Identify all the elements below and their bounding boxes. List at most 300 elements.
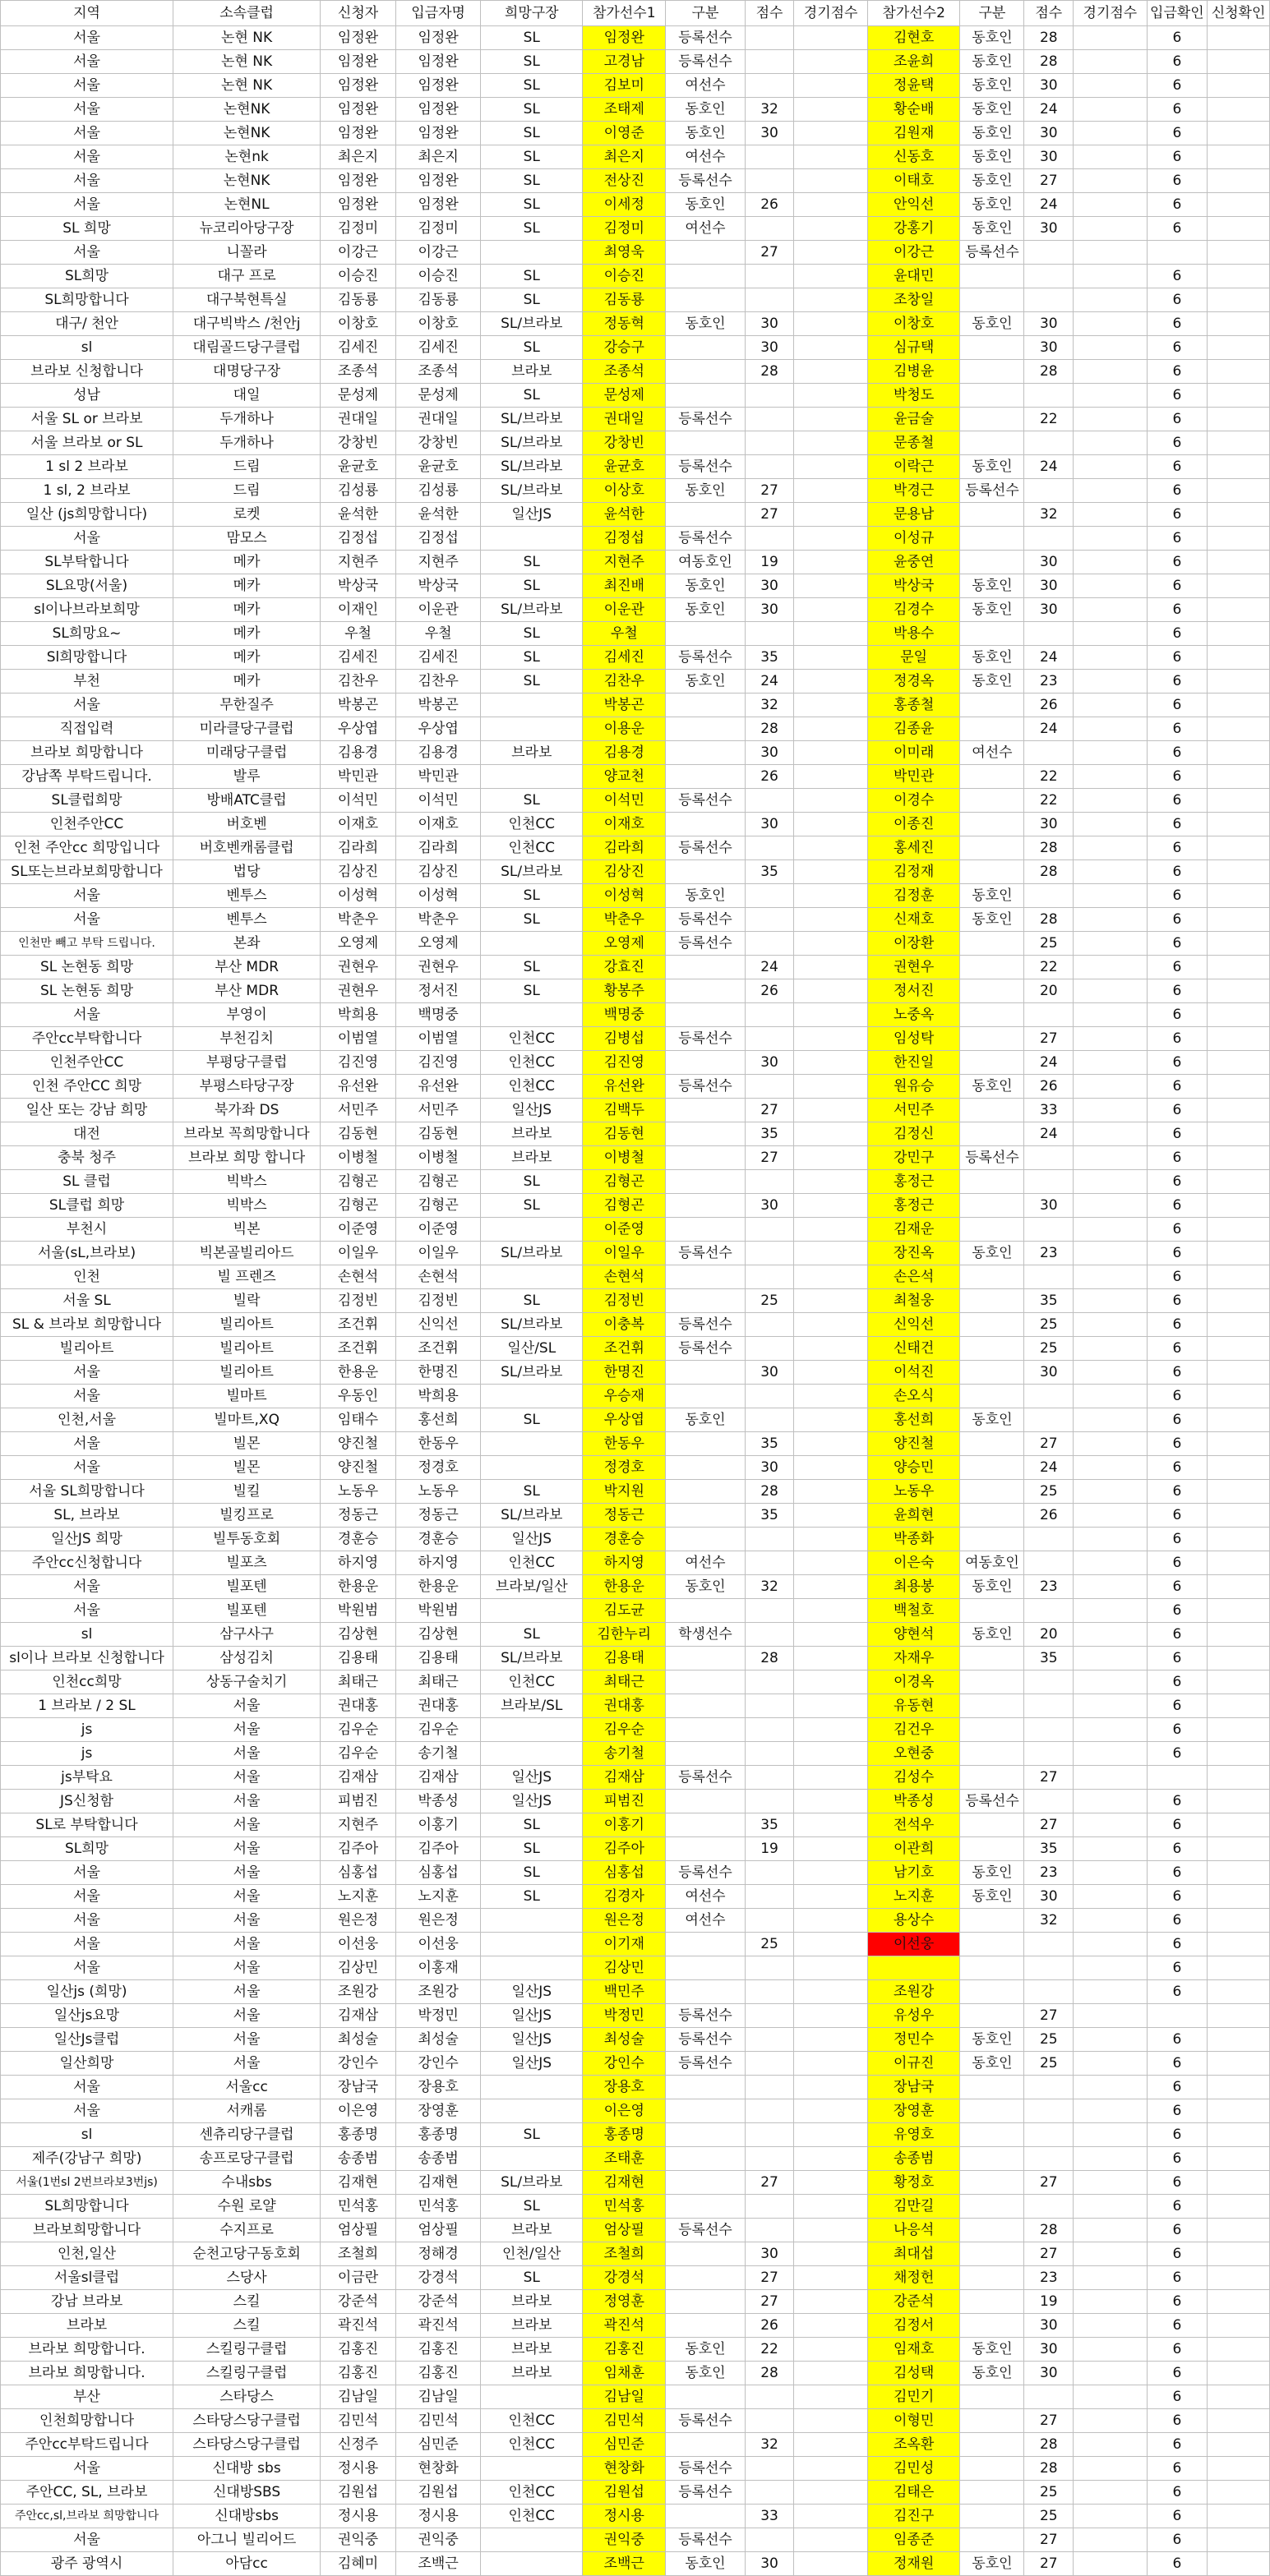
cell-applicant[interactable]: 김정미: [321, 217, 396, 241]
cell-type1[interactable]: 동호인: [666, 884, 745, 908]
cell-club[interactable]: 뉴코리아당구장: [173, 217, 321, 241]
cell-player1[interactable]: 이홍기: [583, 1813, 666, 1837]
cell-type1[interactable]: [666, 2385, 745, 2409]
cell-game-score2[interactable]: [1074, 2314, 1148, 2338]
cell-applicant[interactable]: 이재호: [321, 813, 396, 836]
col-player2[interactable]: 참가선수2: [867, 1, 959, 26]
cell-payment-check[interactable]: 6: [1147, 312, 1207, 336]
cell-region[interactable]: 브라보: [1, 2314, 173, 2338]
cell-applicant[interactable]: 엄상필: [321, 2219, 396, 2242]
cell-payment-check[interactable]: 6: [1147, 2457, 1207, 2481]
cell-game-score2[interactable]: [1074, 408, 1148, 431]
cell-payment-check[interactable]: 6: [1147, 1742, 1207, 1766]
cell-venue[interactable]: 일산JS: [481, 503, 583, 527]
cell-score2[interactable]: 22: [1024, 408, 1074, 431]
cell-game-score2[interactable]: [1074, 2362, 1148, 2385]
cell-score1[interactable]: [745, 431, 794, 455]
cell-venue[interactable]: 인천CC: [481, 1027, 583, 1051]
cell-club[interactable]: 논현NK: [173, 98, 321, 122]
cell-player1[interactable]: 정동혁: [583, 312, 666, 336]
cell-region[interactable]: 서울: [1, 122, 173, 145]
cell-applicant[interactable]: 권대홍: [321, 1694, 396, 1718]
cell-player1[interactable]: 강효진: [583, 956, 666, 979]
cell-region[interactable]: 인천주안CC: [1, 813, 173, 836]
cell-player1[interactable]: 권대일: [583, 408, 666, 431]
cell-score1[interactable]: [745, 50, 794, 74]
cell-payment-check[interactable]: 6: [1147, 26, 1207, 50]
cell-club[interactable]: 부천김치: [173, 1027, 321, 1051]
cell-application-check[interactable]: [1208, 1718, 1270, 1742]
cell-venue[interactable]: [481, 2076, 583, 2099]
cell-game-score1[interactable]: [794, 2266, 868, 2290]
cell-depositor[interactable]: 경훈승: [395, 1528, 480, 1551]
cell-venue[interactable]: SL: [481, 1194, 583, 1218]
cell-score1[interactable]: 28: [745, 1480, 794, 1504]
cell-player2[interactable]: 김종윤: [867, 717, 959, 741]
cell-region[interactable]: 주안cc부탁드립니다: [1, 2433, 173, 2457]
cell-game-score1[interactable]: [794, 2457, 868, 2481]
cell-score1[interactable]: 26: [745, 979, 794, 1003]
cell-region[interactable]: 서울: [1, 50, 173, 74]
cell-game-score2[interactable]: [1074, 1790, 1148, 1813]
cell-club[interactable]: 메카: [173, 551, 321, 574]
cell-region[interactable]: 서울: [1, 241, 173, 265]
cell-venue[interactable]: 일산JS: [481, 1980, 583, 2004]
cell-game-score2[interactable]: [1074, 503, 1148, 527]
cell-player1[interactable]: 경훈승: [583, 1528, 666, 1551]
cell-payment-check[interactable]: 6: [1147, 1337, 1207, 1361]
cell-payment-check[interactable]: 6: [1147, 908, 1207, 932]
cell-club[interactable]: 미래당구클럽: [173, 741, 321, 765]
cell-payment-check[interactable]: 6: [1147, 551, 1207, 574]
cell-club[interactable]: 논현 NK: [173, 26, 321, 50]
cell-score1[interactable]: [745, 1265, 794, 1289]
cell-depositor[interactable]: 손현석: [395, 1265, 480, 1289]
cell-player2[interactable]: 이관희: [867, 1837, 959, 1861]
cell-depositor[interactable]: 조건휘: [395, 1337, 480, 1361]
cell-depositor[interactable]: 박희용: [395, 1385, 480, 1408]
cell-game-score1[interactable]: [794, 2290, 868, 2314]
cell-payment-check[interactable]: 6: [1147, 2481, 1207, 2505]
cell-applicant[interactable]: 이병철: [321, 1146, 396, 1170]
cell-payment-check[interactable]: 6: [1147, 1551, 1207, 1575]
cell-type2[interactable]: [960, 813, 1024, 836]
cell-club[interactable]: 부평스타당구장: [173, 1075, 321, 1099]
cell-score2[interactable]: 30: [1024, 2314, 1074, 2338]
cell-venue[interactable]: SL: [481, 1623, 583, 1647]
cell-venue[interactable]: [481, 2457, 583, 2481]
cell-type1[interactable]: [666, 860, 745, 884]
cell-club[interactable]: 수지프로: [173, 2219, 321, 2242]
cell-application-check[interactable]: [1208, 2528, 1270, 2552]
cell-region[interactable]: 직접입력: [1, 717, 173, 741]
cell-applicant[interactable]: 우상엽: [321, 717, 396, 741]
cell-type1[interactable]: 등록선수: [666, 2028, 745, 2052]
cell-player2[interactable]: 김태은: [867, 2481, 959, 2505]
cell-player2[interactable]: 조옥환: [867, 2433, 959, 2457]
cell-payment-check[interactable]: 6: [1147, 169, 1207, 193]
cell-type1[interactable]: [666, 1265, 745, 1289]
cell-score2[interactable]: 32: [1024, 1909, 1074, 1933]
cell-game-score2[interactable]: [1074, 1480, 1148, 1504]
cell-game-score2[interactable]: [1074, 2552, 1148, 2576]
cell-type1[interactable]: 여선수: [666, 1909, 745, 1933]
cell-score1[interactable]: 30: [745, 1361, 794, 1385]
cell-payment-check[interactable]: 6: [1147, 813, 1207, 836]
cell-game-score2[interactable]: [1074, 574, 1148, 598]
cell-depositor[interactable]: 조원강: [395, 1980, 480, 2004]
cell-type1[interactable]: 여선수: [666, 74, 745, 98]
cell-type1[interactable]: 여선수: [666, 145, 745, 169]
cell-score1[interactable]: [745, 1766, 794, 1790]
cell-score2[interactable]: 27: [1024, 2004, 1074, 2028]
cell-applicant[interactable]: 민석홍: [321, 2195, 396, 2219]
col-venue[interactable]: 희망구장: [481, 1, 583, 26]
cell-player1[interactable]: 현창화: [583, 2457, 666, 2481]
cell-club[interactable]: 빌몬: [173, 1456, 321, 1480]
cell-game-score1[interactable]: [794, 2481, 868, 2505]
cell-score1[interactable]: 27: [745, 2171, 794, 2195]
cell-type1[interactable]: 동호인: [666, 1408, 745, 1432]
cell-game-score2[interactable]: [1074, 1504, 1148, 1528]
cell-player1[interactable]: 이승진: [583, 265, 666, 288]
cell-type2[interactable]: 동호인: [960, 2362, 1024, 2385]
cell-score2[interactable]: 24: [1024, 1456, 1074, 1480]
cell-club[interactable]: 논현NL: [173, 193, 321, 217]
cell-application-check[interactable]: [1208, 1456, 1270, 1480]
cell-game-score1[interactable]: [794, 1956, 868, 1980]
cell-game-score2[interactable]: [1074, 1408, 1148, 1432]
cell-depositor[interactable]: 김주아: [395, 1837, 480, 1861]
cell-type1[interactable]: [666, 1194, 745, 1218]
cell-application-check[interactable]: [1208, 1027, 1270, 1051]
cell-payment-check[interactable]: 6: [1147, 50, 1207, 74]
cell-region[interactable]: 서울: [1, 1909, 173, 1933]
cell-applicant[interactable]: 김진영: [321, 1051, 396, 1075]
cell-payment-check[interactable]: 6: [1147, 694, 1207, 717]
cell-game-score1[interactable]: [794, 1218, 868, 1242]
cell-player1[interactable]: 조종석: [583, 360, 666, 384]
cell-payment-check[interactable]: 6: [1147, 1385, 1207, 1408]
cell-game-score1[interactable]: [794, 551, 868, 574]
cell-score2[interactable]: 26: [1024, 1075, 1074, 1099]
cell-depositor[interactable]: 임정완: [395, 98, 480, 122]
cell-depositor[interactable]: 강준석: [395, 2290, 480, 2314]
cell-player2[interactable]: 강민구: [867, 1146, 959, 1170]
cell-type2[interactable]: [960, 1528, 1024, 1551]
cell-game-score2[interactable]: [1074, 1122, 1148, 1146]
cell-type1[interactable]: [666, 360, 745, 384]
cell-type2[interactable]: [960, 1694, 1024, 1718]
col-type2[interactable]: 구분: [960, 1, 1024, 26]
cell-club[interactable]: 논현 NK: [173, 50, 321, 74]
cell-game-score2[interactable]: [1074, 2266, 1148, 2290]
cell-score2[interactable]: 30: [1024, 1194, 1074, 1218]
cell-player2[interactable]: 오현중: [867, 1742, 959, 1766]
cell-player1[interactable]: 박정민: [583, 2004, 666, 2028]
cell-player2[interactable]: 원유승: [867, 1075, 959, 1099]
cell-applicant[interactable]: 김찬우: [321, 670, 396, 694]
cell-game-score1[interactable]: [794, 1385, 868, 1408]
cell-type2[interactable]: [960, 1218, 1024, 1242]
cell-game-score1[interactable]: [794, 2076, 868, 2099]
cell-type2[interactable]: 동호인: [960, 2028, 1024, 2052]
cell-player2[interactable]: 장남국: [867, 2076, 959, 2099]
cell-type1[interactable]: [666, 1718, 745, 1742]
cell-player2[interactable]: 손오식: [867, 1385, 959, 1408]
cell-type2[interactable]: 동호인: [960, 646, 1024, 670]
cell-score2[interactable]: 26: [1024, 694, 1074, 717]
cell-type2[interactable]: [960, 1670, 1024, 1694]
cell-score2[interactable]: [1024, 1742, 1074, 1766]
cell-score1[interactable]: 30: [745, 1051, 794, 1075]
cell-application-check[interactable]: [1208, 527, 1270, 551]
cell-type2[interactable]: 동호인: [960, 1408, 1024, 1432]
cell-venue[interactable]: [481, 527, 583, 551]
cell-club[interactable]: 서울: [173, 1980, 321, 2004]
cell-application-check[interactable]: [1208, 2433, 1270, 2457]
cell-type2[interactable]: [960, 1337, 1024, 1361]
cell-depositor[interactable]: 권현우: [395, 956, 480, 979]
cell-region[interactable]: 서울: [1, 1385, 173, 1408]
cell-player1[interactable]: 권대홍: [583, 1694, 666, 1718]
cell-type2[interactable]: [960, 2195, 1024, 2219]
cell-score1[interactable]: [745, 384, 794, 408]
cell-player1[interactable]: 백민주: [583, 1980, 666, 2004]
cell-score1[interactable]: 30: [745, 2242, 794, 2266]
cell-game-score2[interactable]: [1074, 1170, 1148, 1194]
cell-club[interactable]: 순천고당구동호회: [173, 2242, 321, 2266]
cell-applicant[interactable]: 김라희: [321, 836, 396, 860]
cell-application-check[interactable]: [1208, 717, 1270, 741]
cell-application-check[interactable]: [1208, 1551, 1270, 1575]
cell-venue[interactable]: SL/브라보: [481, 1242, 583, 1265]
cell-club[interactable]: 메카: [173, 574, 321, 598]
cell-application-check[interactable]: [1208, 408, 1270, 431]
cell-game-score2[interactable]: [1074, 979, 1148, 1003]
cell-club[interactable]: 빌몬: [173, 1432, 321, 1456]
cell-score2[interactable]: 24: [1024, 98, 1074, 122]
cell-type2[interactable]: [960, 503, 1024, 527]
cell-player1[interactable]: 김홍진: [583, 2338, 666, 2362]
cell-applicant[interactable]: 김민석: [321, 2409, 396, 2433]
cell-application-check[interactable]: [1208, 2052, 1270, 2076]
cell-game-score1[interactable]: [794, 1599, 868, 1623]
cell-player1[interactable]: 강승구: [583, 336, 666, 360]
cell-region[interactable]: 인천 주안cc 희망입니다: [1, 836, 173, 860]
cell-player1[interactable]: 심민준: [583, 2433, 666, 2457]
cell-venue[interactable]: SL/브라보: [481, 1313, 583, 1337]
cell-type1[interactable]: 동호인: [666, 193, 745, 217]
cell-application-check[interactable]: [1208, 2242, 1270, 2266]
cell-applicant[interactable]: 하지영: [321, 1551, 396, 1575]
cell-payment-check[interactable]: 6: [1147, 789, 1207, 813]
cell-score1[interactable]: [745, 1790, 794, 1813]
cell-venue[interactable]: 일산/SL: [481, 1337, 583, 1361]
cell-type1[interactable]: [666, 956, 745, 979]
cell-player2[interactable]: 안익선: [867, 193, 959, 217]
cell-depositor[interactable]: 김원섭: [395, 2481, 480, 2505]
cell-club[interactable]: 서울: [173, 1933, 321, 1956]
cell-venue[interactable]: [481, 932, 583, 956]
cell-application-check[interactable]: [1208, 2266, 1270, 2290]
cell-player2[interactable]: 손은석: [867, 1265, 959, 1289]
cell-application-check[interactable]: [1208, 1194, 1270, 1218]
cell-club[interactable]: 빅본: [173, 1218, 321, 1242]
cell-region[interactable]: 서울: [1, 908, 173, 932]
cell-venue[interactable]: SL: [481, 646, 583, 670]
cell-type2[interactable]: [960, 2290, 1024, 2314]
cell-type2[interactable]: [960, 1099, 1024, 1122]
cell-score2[interactable]: 27: [1024, 1432, 1074, 1456]
cell-game-score2[interactable]: [1074, 1337, 1148, 1361]
cell-region[interactable]: SL클럽 희망: [1, 1194, 173, 1218]
cell-payment-check[interactable]: 6: [1147, 1885, 1207, 1909]
cell-type1[interactable]: 여선수: [666, 1885, 745, 1909]
cell-application-check[interactable]: [1208, 932, 1270, 956]
cell-type1[interactable]: [666, 1528, 745, 1551]
cell-type1[interactable]: 등록선수: [666, 1766, 745, 1790]
cell-venue[interactable]: SL: [481, 217, 583, 241]
cell-player2[interactable]: 김병윤: [867, 360, 959, 384]
cell-player1[interactable]: 김주아: [583, 1837, 666, 1861]
cell-depositor[interactable]: 이창호: [395, 312, 480, 336]
cell-type1[interactable]: 동호인: [666, 2338, 745, 2362]
cell-game-score1[interactable]: [794, 1265, 868, 1289]
cell-player2[interactable]: 김정신: [867, 1122, 959, 1146]
cell-player1[interactable]: 전상진: [583, 169, 666, 193]
cell-depositor[interactable]: 박봉곤: [395, 694, 480, 717]
cell-region[interactable]: 서울: [1, 2457, 173, 2481]
cell-game-score2[interactable]: [1074, 145, 1148, 169]
cell-venue[interactable]: SL: [481, 74, 583, 98]
cell-score2[interactable]: [1024, 1528, 1074, 1551]
cell-applicant[interactable]: 임정완: [321, 193, 396, 217]
cell-applicant[interactable]: 이창호: [321, 312, 396, 336]
cell-payment-check[interactable]: 6: [1147, 479, 1207, 503]
cell-club[interactable]: 빌리아트: [173, 1337, 321, 1361]
cell-payment-check[interactable]: 6: [1147, 2290, 1207, 2314]
cell-score1[interactable]: 30: [745, 1456, 794, 1480]
cell-player2[interactable]: 이규진: [867, 2052, 959, 2076]
cell-game-score1[interactable]: [794, 2195, 868, 2219]
cell-club[interactable]: 브라보 희망 합니다: [173, 1146, 321, 1170]
cell-game-score1[interactable]: [794, 50, 868, 74]
cell-payment-check[interactable]: 6: [1147, 1599, 1207, 1623]
cell-application-check[interactable]: [1208, 670, 1270, 694]
cell-depositor[interactable]: 이선웅: [395, 1933, 480, 1956]
cell-score2[interactable]: 27: [1024, 1766, 1074, 1790]
cell-player2[interactable]: 문종철: [867, 431, 959, 455]
cell-region[interactable]: SL희망: [1, 265, 173, 288]
cell-applicant[interactable]: 박봉곤: [321, 694, 396, 717]
cell-venue[interactable]: [481, 1218, 583, 1242]
cell-depositor[interactable]: 임정완: [395, 50, 480, 74]
cell-player1[interactable]: 심홍섭: [583, 1861, 666, 1885]
cell-depositor[interactable]: 심민준: [395, 2433, 480, 2457]
cell-score2[interactable]: [1024, 1003, 1074, 1027]
cell-club[interactable]: 빌마트: [173, 1385, 321, 1408]
cell-venue[interactable]: 인천CC: [481, 1075, 583, 1099]
cell-depositor[interactable]: 윤석한: [395, 503, 480, 527]
cell-game-score1[interactable]: [794, 431, 868, 455]
cell-type2[interactable]: [960, 2147, 1024, 2171]
cell-depositor[interactable]: 김정빈: [395, 1289, 480, 1313]
cell-applicant[interactable]: 오영제: [321, 932, 396, 956]
cell-player2[interactable]: 최용봉: [867, 1575, 959, 1599]
cell-score1[interactable]: [745, 2219, 794, 2242]
cell-player2[interactable]: 윤대민: [867, 265, 959, 288]
cell-depositor[interactable]: 김동현: [395, 1122, 480, 1146]
cell-applicant[interactable]: 김동룡: [321, 288, 396, 312]
cell-club[interactable]: 서울: [173, 1909, 321, 1933]
cell-game-score1[interactable]: [794, 646, 868, 670]
cell-score2[interactable]: [1024, 1265, 1074, 1289]
cell-player1[interactable]: 양교천: [583, 765, 666, 789]
cell-game-score2[interactable]: [1074, 646, 1148, 670]
cell-applicant[interactable]: 지현주: [321, 1813, 396, 1837]
cell-application-check[interactable]: [1208, 2385, 1270, 2409]
cell-applicant[interactable]: 김정빈: [321, 1289, 396, 1313]
cell-score2[interactable]: 25: [1024, 1313, 1074, 1337]
cell-score2[interactable]: 32: [1024, 503, 1074, 527]
cell-venue[interactable]: [481, 1599, 583, 1623]
cell-type1[interactable]: 동호인: [666, 312, 745, 336]
cell-region[interactable]: 서울: [1, 1575, 173, 1599]
cell-club[interactable]: 빅본골빌리아드: [173, 1242, 321, 1265]
cell-game-score2[interactable]: [1074, 2028, 1148, 2052]
cell-club[interactable]: 수내sbs: [173, 2171, 321, 2195]
cell-type2[interactable]: [960, 1599, 1024, 1623]
cell-player2[interactable]: 김정서: [867, 2314, 959, 2338]
cell-depositor[interactable]: 김진영: [395, 1051, 480, 1075]
cell-player1[interactable]: 황봉주: [583, 979, 666, 1003]
cell-applicant[interactable]: 홍종명: [321, 2123, 396, 2147]
cell-region[interactable]: 서울: [1, 2099, 173, 2123]
cell-venue[interactable]: SL: [481, 1289, 583, 1313]
cell-player1[interactable]: 한명진: [583, 1361, 666, 1385]
cell-club[interactable]: 빌마트,XQ: [173, 1408, 321, 1432]
cell-region[interactable]: sl: [1, 1623, 173, 1647]
cell-payment-check[interactable]: 6: [1147, 1218, 1207, 1242]
cell-application-check[interactable]: [1208, 1146, 1270, 1170]
cell-payment-check[interactable]: 6: [1147, 193, 1207, 217]
cell-player2[interactable]: 유영호: [867, 2123, 959, 2147]
cell-application-check[interactable]: [1208, 836, 1270, 860]
cell-payment-check[interactable]: 6: [1147, 98, 1207, 122]
cell-club[interactable]: 부평당구클럽: [173, 1051, 321, 1075]
cell-player2[interactable]: 이락근: [867, 455, 959, 479]
cell-score2[interactable]: 25: [1024, 2505, 1074, 2528]
cell-region[interactable]: SL부탁합니다: [1, 551, 173, 574]
cell-region[interactable]: 서울: [1, 1885, 173, 1909]
cell-type1[interactable]: 등록선수: [666, 1337, 745, 1361]
cell-score1[interactable]: [745, 1218, 794, 1242]
cell-player2[interactable]: [867, 1956, 959, 1980]
cell-game-score1[interactable]: [794, 1623, 868, 1647]
cell-applicant[interactable]: 김상진: [321, 860, 396, 884]
cell-type2[interactable]: [960, 694, 1024, 717]
cell-game-score2[interactable]: [1074, 1933, 1148, 1956]
cell-applicant[interactable]: 권현우: [321, 956, 396, 979]
cell-depositor[interactable]: 권대홍: [395, 1694, 480, 1718]
cell-depositor[interactable]: 박원범: [395, 1599, 480, 1623]
cell-region[interactable]: 서울: [1, 1861, 173, 1885]
cell-player2[interactable]: 박상국: [867, 574, 959, 598]
cell-venue[interactable]: 브라보: [481, 1146, 583, 1170]
cell-club[interactable]: 빌투동호회: [173, 1528, 321, 1551]
cell-applicant[interactable]: 신정주: [321, 2433, 396, 2457]
